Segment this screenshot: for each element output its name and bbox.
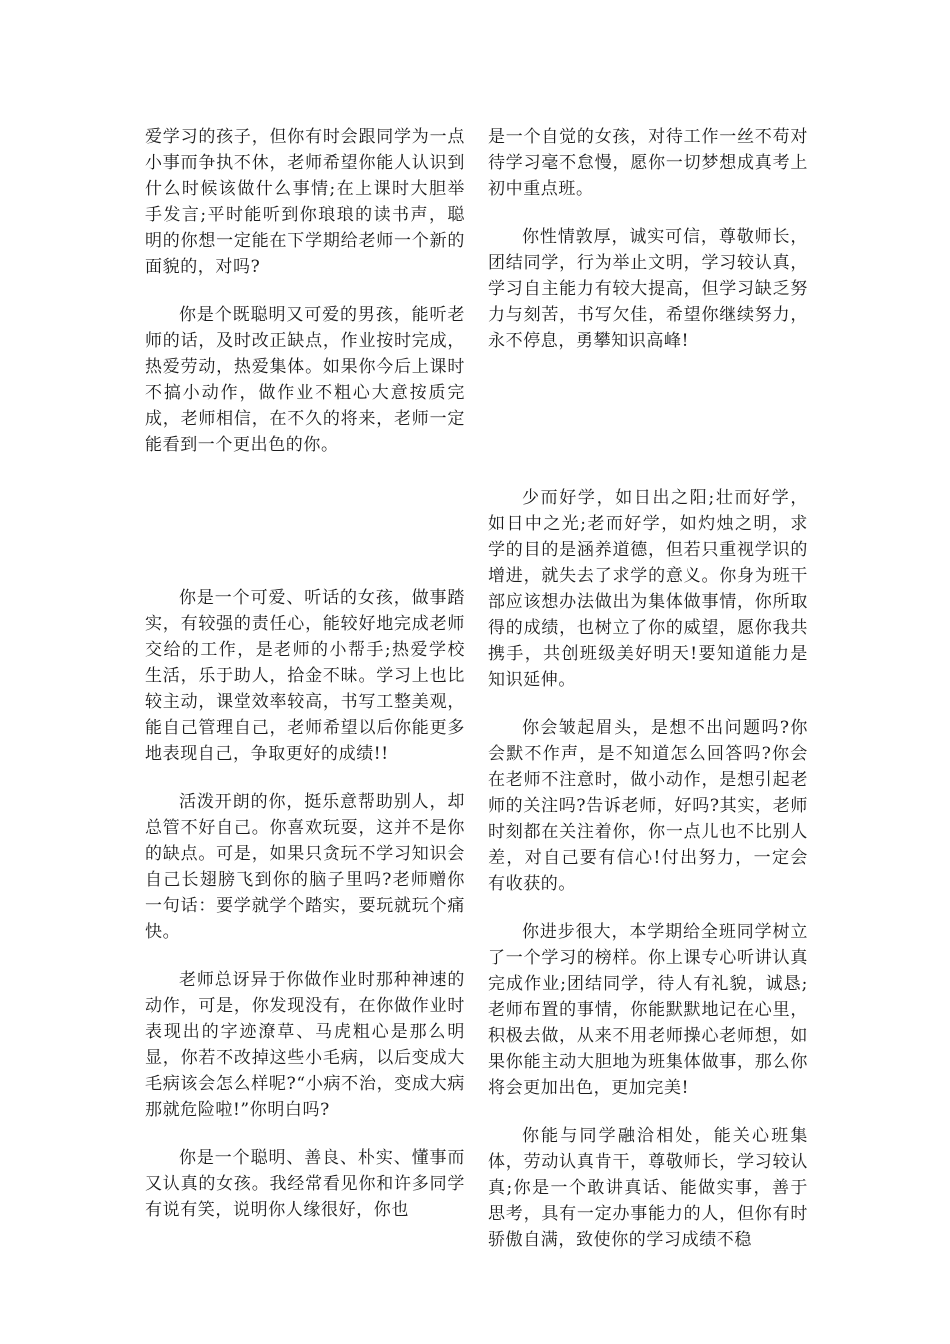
right-column-bottom <box>488 485 808 1275</box>
left-column-top <box>145 124 465 480</box>
paragraph: 活泼开朗的你，挺乐意帮助别人，却总管不好自己。你喜欢玩耍，这并不是你的缺点。可是，如果只贪玩不学习知识会自己长翅膀飞到你的脑子里吗?老师赠你一句话：要学就学个踏实，要玩就玩个痛快。 <box>145 792 465 942</box>
paragraph: 你性情敦厚，诚实可信，尊敬师长，团结同学，行为举止文明，学习较认真，学习自主能力有较大提高，但学习缺乏努力与刻苦，书写欠佳，希望你继续努力，永不停息，勇攀知识高峰! <box>488 227 808 351</box>
paragraph: 你能与同学融洽相处，能关心班集体，劳动认真肯干，尊敬师长，学习较认真;你是一个敢讲真话、能做实事，善于思考，具有一定办事能力的人，但你有时骄傲自满，致使你的学习成绩不稳 <box>488 1126 808 1250</box>
paragraph: 你是一个可爱、听话的女孩，做事踏实，有较强的责任心，能较好地完成老师交给的工作，是老师的小帮手;热爱学校生活，乐于助人，拾金不昧。学习上也比较主动，课堂效率较高，书写工整美观，能自己管理自己，老师希望以后你能更多地表现自己，争取更好的成绩!! <box>145 588 465 764</box>
paragraph: 老师总讶异于你做作业时那种神速的动作，可是，你发现没有，在你做作业时表现出的字迹潦草、马虎粗心是那么明显，你若不改掉这些小毛病，以后变成大毛病该会怎么样呢?“小病不治，变成大病那就危险啦!”你明白吗? <box>145 970 465 1120</box>
paragraph: 你是个既聪明又可爱的男孩，能听老师的话，及时改正缺点，作业按时完成，热爱劳动，热爱集体。如果你今后上课时不搞小动作，做作业不粗心大意按质完成，老师相信，在不久的将来，老师一定能看到一个更出色的你。 <box>145 305 465 455</box>
paragraph: 你是一个聪明、善良、朴实、懂事而又认真的女孩。我经常看见你和许多同学有说有笑，说明你人缘很好，你也 <box>145 1148 465 1220</box>
right-column-top <box>488 124 808 376</box>
paragraph: 少而好学，如日出之阳;壮而好学，如日中之光;老而好学，如灼烛之明，求学的目的是涵养道德，但若只重视学识的增进，就失去了求学的意义。你身为班干部应该想办法做出为集体做事情，你所取得的成绩，也树立了你的威望，愿你我共携手，共创班级美好明天!要知道能力是知识延伸。 <box>488 488 808 690</box>
paragraph: 你会皱起眉头，是想不出问题吗?你会默不作声，是不知道怎么回答吗?你会在老师不注意时，做小动作，是想引起老师的关注吗?告诉老师，好吗?其实，老师时刻都在关注着你，你一点儿也不比别人差，对自己要有信心!付出努力，一定会有收获的。 <box>488 718 808 894</box>
left-column-bottom <box>145 585 465 1245</box>
paragraph: 是一个自觉的女孩，对待工作一丝不苟对待学习毫不怠慢，愿你一切梦想成真考上初中重点班。 <box>488 127 808 199</box>
paragraph: 爱学习的孩子，但你有时会跟同学为一点小事而争执不休，老师希望你能人认识到什么时候该做什么事情;在上课时大胆举手发言;平时能听到你琅琅的读书声，聪明的你想一定能在下学期给老师一个新的面貌的，对吗? <box>145 127 465 277</box>
paragraph: 你进步很大，本学期给全班同学树立了一个学习的榜样。你上课专心听讲认真完成作业;团结同学，待人有礼貌，诚恳;老师布置的事情，你能默默地记在心里，积极去做，从来不用老师操心老师想，如果你能主动大胆地为班集体做事，那么你将会更加出色，更加完美! <box>488 922 808 1098</box>
